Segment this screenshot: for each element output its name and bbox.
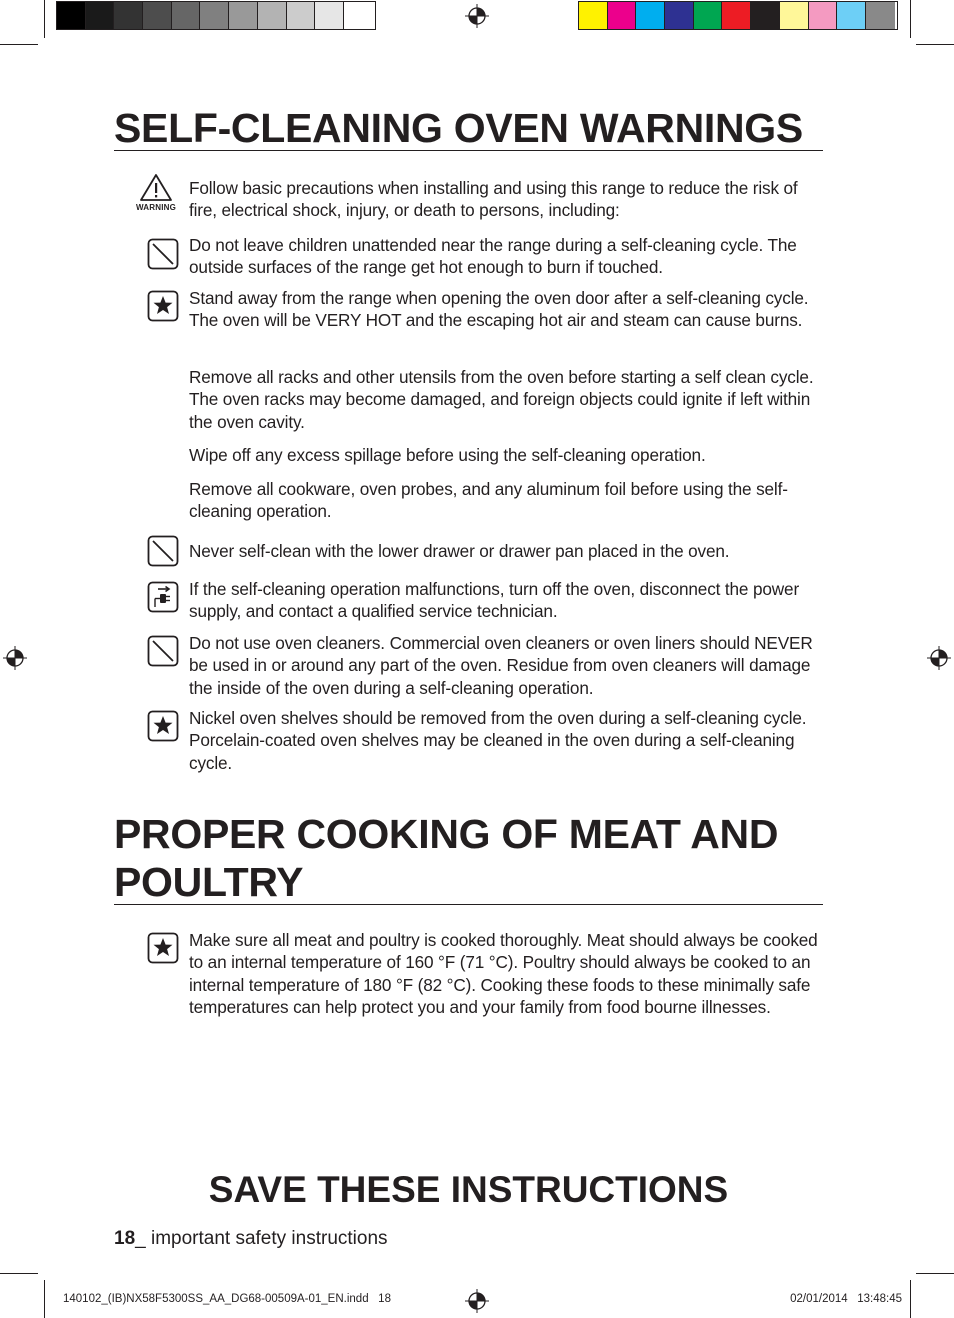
color-swatch: [809, 2, 838, 29]
children-warning-paragraph: Do not leave children unattended near the range during a self-cleaning cycle. The outside surfaces of the range get hot enough to burn if touched.: [189, 235, 797, 278]
malfunction-paragraph: If the self-cleaning operation malfunctions, turn off the oven, disconnect the power supply, and contact a qualified service technician.: [189, 579, 800, 622]
color-swatch: [200, 2, 229, 29]
crop-mark: [910, 0, 911, 38]
color-swatch: [86, 2, 115, 29]
section-title-meat-poultry: PROPER COOKING OF MEAT AND POULTRY: [114, 810, 823, 905]
crop-mark: [910, 1280, 911, 1318]
remove-cookware-paragraph: Remove all cookware, oven probes, and any aluminum foil before using the self-cleaning operation.: [189, 479, 788, 522]
crop-mark: [0, 44, 38, 45]
save-instructions-heading: SAVE THESE INSTRUCTIONS: [208, 1169, 729, 1210]
print-slug-timestamp: 02/01/2014 13:48:45: [790, 1293, 902, 1305]
prohibited-icon: [147, 535, 179, 567]
star-icon: [147, 710, 179, 742]
stand-away-paragraph: Stand away from the range when opening the oven door after a self-cleaning cycle. The oven will be VERY HOT and the escaping hot air and steam can cause burns.: [189, 288, 809, 331]
color-swatch: [344, 2, 373, 29]
color-swatch: [287, 2, 316, 29]
process-color-bar: [578, 1, 898, 30]
color-swatch: [636, 2, 665, 29]
color-swatch: [143, 2, 172, 29]
print-slug-filename: 140102_(IB)NX58F5300SS_AA_DG68-00509A-01_EN.indd 18: [63, 1293, 391, 1305]
color-swatch: [837, 2, 866, 29]
oven-cleaners-paragraph: Do not use oven cleaners. Commercial oven cleaners or oven liners should NEVER be used in or around any part of the oven. Residue from oven cleaners will damage the inside of the oven during a self-cleaning operation.: [189, 633, 813, 698]
crop-mark: [44, 0, 45, 38]
page-section-label: _ important safety instructions: [135, 1228, 388, 1249]
crop-mark: [916, 44, 954, 45]
page-footer: [114, 1227, 388, 1251]
color-swatch: [722, 2, 751, 29]
prohibited-icon: [147, 238, 179, 270]
crop-mark: [0, 1273, 38, 1274]
registration-mark-icon: [927, 646, 951, 670]
color-swatch: [694, 2, 723, 29]
warning-intro-paragraph: Follow basic precautions when installing and using this range to reduce the risk of fire, electrical shock, injury, or death to persons, including:: [189, 178, 798, 221]
color-swatch: [57, 2, 86, 29]
wipe-spillage-paragraph: Wipe off any excess spillage before using the self-cleaning operation.: [189, 445, 706, 465]
color-swatch: [114, 2, 143, 29]
lower-drawer-paragraph: Never self-clean with the lower drawer or drawer pan placed in the oven.: [189, 541, 730, 561]
warning-triangle-icon: [135, 172, 177, 212]
star-icon: [147, 290, 179, 322]
grayscale-color-bar: [56, 1, 376, 30]
unplug-icon: [147, 581, 179, 613]
nickel-shelves-paragraph: Nickel oven shelves should be removed from the oven during a self-cleaning cycle. Porcelain-coated oven shelves may be cleaned in the oven during a self-cleaning cycle.: [189, 708, 807, 773]
color-swatch: [258, 2, 287, 29]
color-swatch: [751, 2, 780, 29]
meat-poultry-paragraph: Make sure all meat and poultry is cooked thoroughly. Meat should always be cooked to an internal temperature of 160 °F (71 °C). Poultry should always be cooked to an internal temperature of 180 °F (82 °C). Cooking these foods to these minimally safe temperatures can help protect you and your family from food bourne illnesses.: [189, 930, 818, 1018]
registration-mark-icon: [465, 4, 489, 28]
color-swatch: [780, 2, 809, 29]
color-swatch: [866, 2, 895, 29]
section-title-self-cleaning: SELF-CLEANING OVEN WARNINGS: [114, 104, 823, 151]
registration-mark-icon: [465, 1289, 489, 1313]
color-swatch: [229, 2, 258, 29]
crop-mark: [44, 1280, 45, 1318]
page-number: 18: [114, 1228, 136, 1249]
crop-mark: [916, 1273, 954, 1274]
star-icon: [147, 932, 179, 964]
color-swatch: [579, 2, 608, 29]
color-swatch: [608, 2, 637, 29]
warning-label: WARNING: [135, 203, 177, 212]
color-swatch: [315, 2, 344, 29]
color-swatch: [665, 2, 694, 29]
color-swatch: [172, 2, 201, 29]
prohibited-icon: [147, 635, 179, 667]
registration-mark-icon: [3, 646, 27, 670]
remove-racks-paragraph: Remove all racks and other utensils from the oven before starting a self clean cycle. The oven racks may become damaged, and foreign objects could ignite if left within the oven cavity.: [189, 367, 814, 432]
